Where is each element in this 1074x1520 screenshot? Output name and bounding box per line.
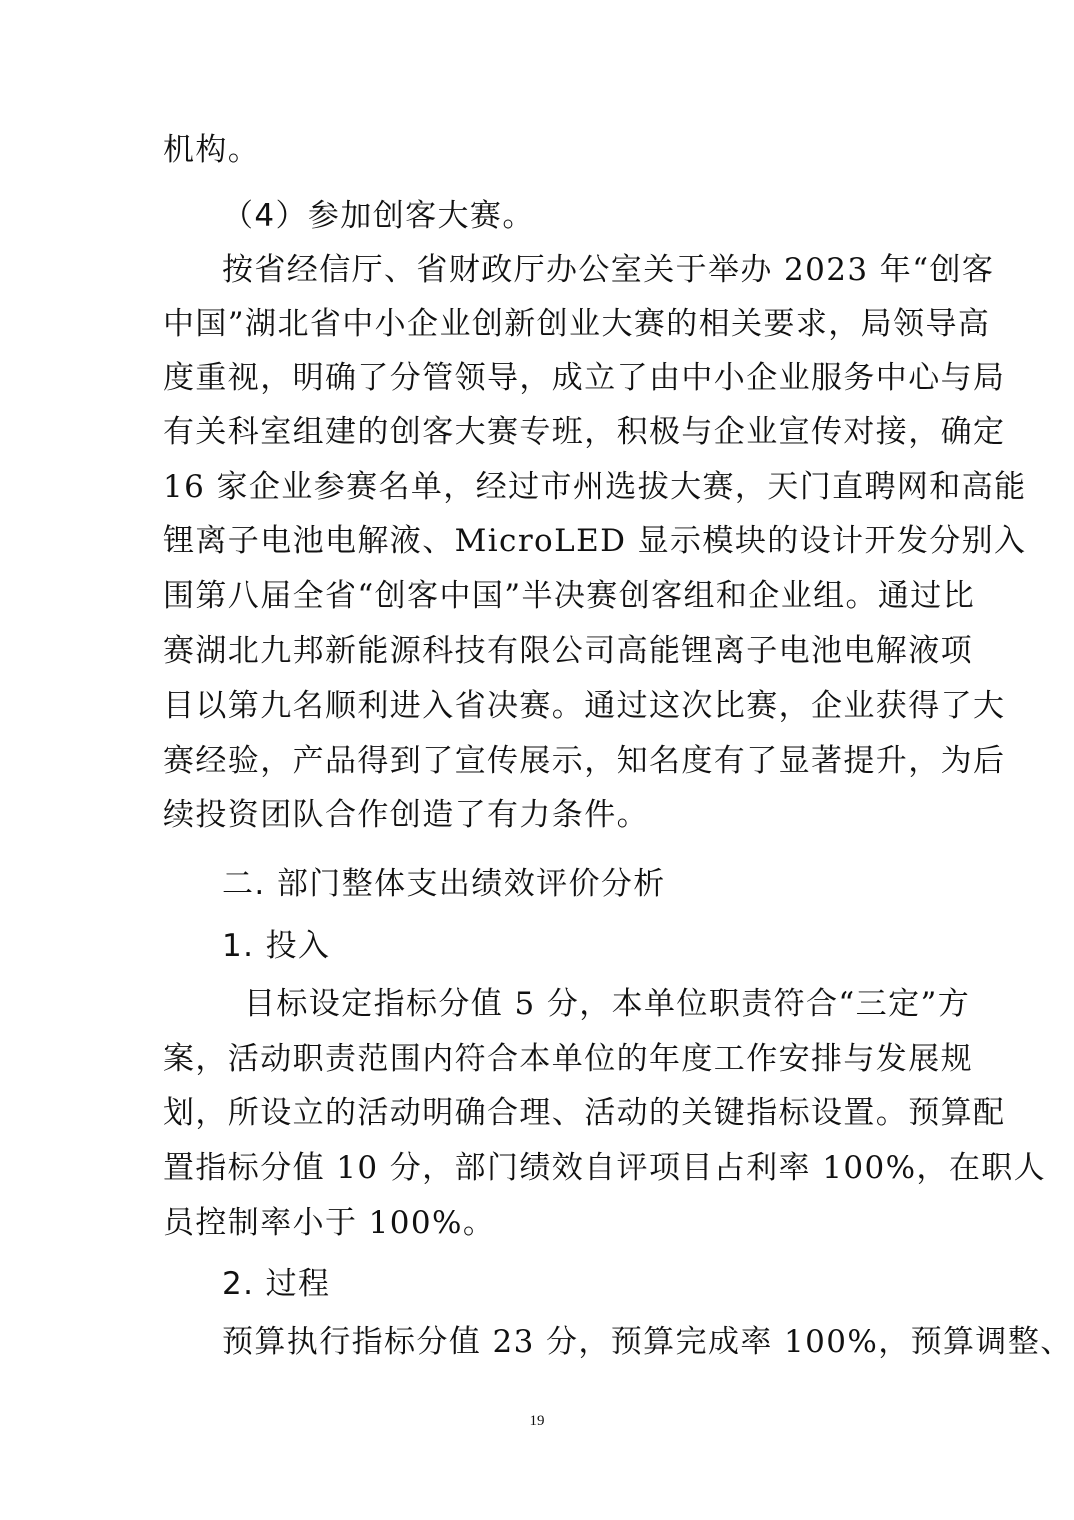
text-line: 中国”湖北省中小企业创新创业大赛的相关要求，局领导高 [163,306,991,342]
paragraph-tail: 机构。 [163,132,261,168]
text-line: 赛湖北九邦新能源科技有限公司高能锂离子电池电解液项 [163,633,973,669]
text-line: 划，所设立的活动明确合理、活动的关键指标设置。预算配 [163,1095,1006,1131]
text-line: 赛经验，产品得到了宣传展示，知名度有了显著提升，为后 [163,743,1006,779]
text-line: 目标设定指标分值 5 分，本单位职责符合“三定”方 [244,986,971,1022]
text-line: 案，活动职责范围内符合本单位的年度工作安排与发展规 [163,1041,973,1077]
text-line: 预算执行指标分值 23 分，预算完成率 100%，预算调整、 [222,1324,1073,1360]
text-line: 围第八届全省“创客中国”半决赛创客组和企业组。通过比 [163,578,976,614]
subsection-2-heading: 2. 过程 [222,1266,331,1302]
section-4-heading: （4）参加创客大赛。 [222,198,535,234]
page-number: 19 [529,1413,545,1429]
text-line: 度重视，明确了分管领导，成立了由中小企业服务中心与局 [163,360,1006,396]
text-line: 有关科室组建的创客大赛专班，积极与企业宣传对接，确定 [163,414,1006,450]
section-2-heading: 二. 部门整体支出绩效评价分析 [222,866,666,902]
text-line: 锂离子电池电解液、MicroLED 显示模块的设计开发分别入 [163,523,1027,559]
text-line: 按省经信厅、省财政厅办公室关于举办 2023 年“创客 [222,252,995,288]
subsection-1-heading: 1. 投入 [222,928,331,964]
text-line: 续投资团队合作创造了有力条件。 [163,797,649,833]
text-line: 置指标分值 10 分，部门绩效自评项目占利率 100%，在职人 [163,1150,1047,1186]
text-line: 16 家企业参赛名单，经过市州选拔大赛，天门直聘网和高能 [163,469,1027,505]
text-line: 员控制率小于 100%。 [163,1205,496,1241]
text-line: 目以第九名顺利进入省决赛。通过这次比赛，企业获得了大 [163,688,1006,724]
